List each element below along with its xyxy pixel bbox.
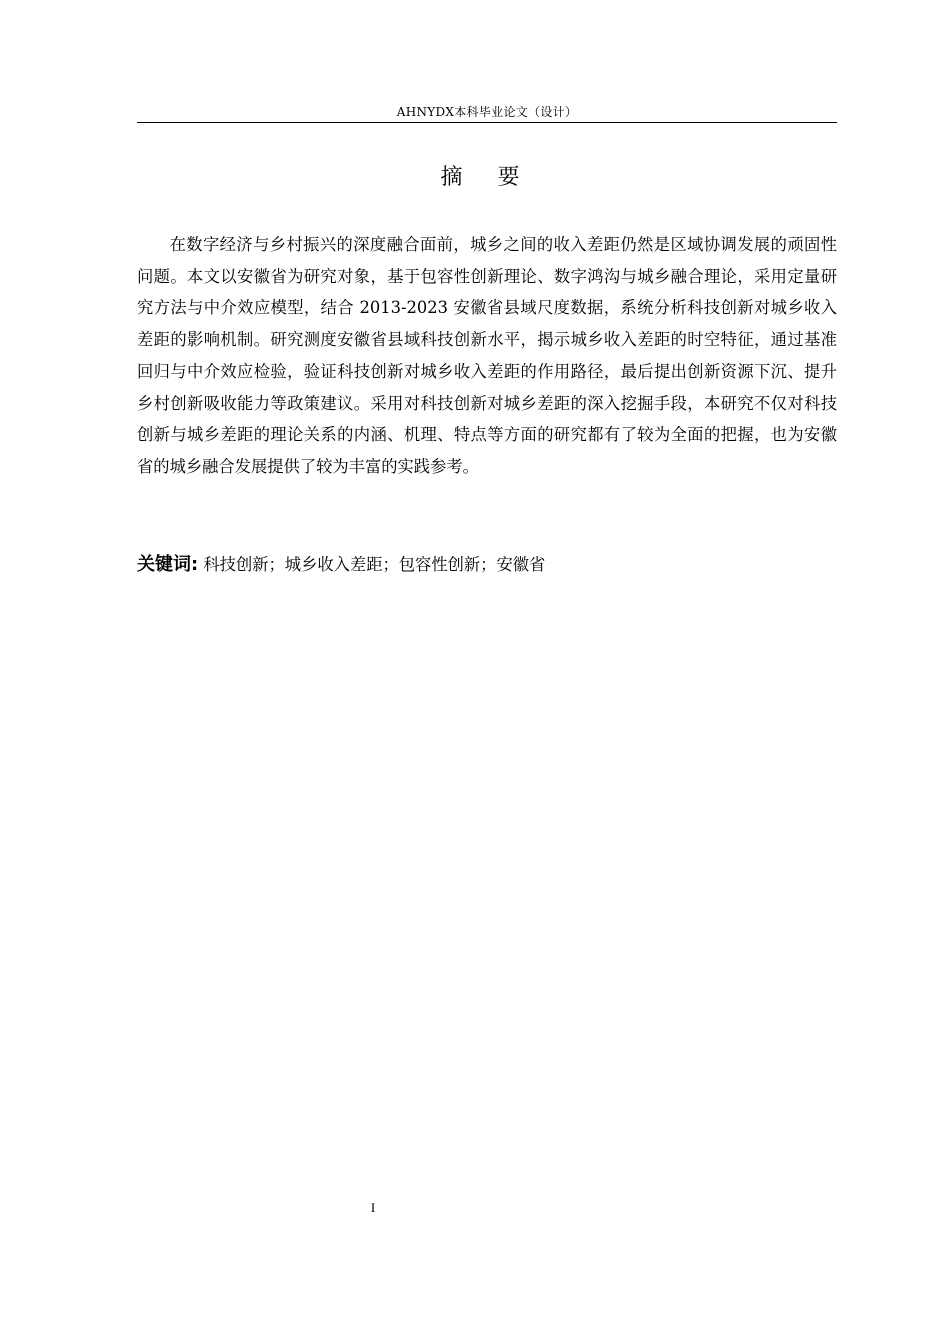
keywords-line: [137, 549, 837, 581]
header-rule: [137, 122, 837, 123]
keywords-values: 科技创新；城乡收入差距；包容性创新；安徽省: [203, 555, 546, 574]
abstract-body: 在数字经济与乡村振兴的深度融合面前，城乡之间的收入差距仍然是区域协调发展的顽固性问题。本文以安徽省为研究对象，基于包容性创新理论、数字鸿沟与城乡融合理论，采用定量研究方法与中介效应模型，结合 2013-2023 安徽省县域尺度数据，系统分析科技创新对城乡收入差距的影响机制。研究测度安徽省县域科技创新水平，揭示城乡收入差距的时空特征，通过基准回归与中介效应检验，验证科技创新对城乡收入差距的作用路径，最后提出创新资源下沉、提升乡村创新吸收能力等政策建议。采用对科技创新对城乡差距的深入挖掘手段，本研究不仅对科技创新与城乡差距的理论关系的内涵、机理、特点等方面的研究都有了较为全面的把握，也为安徽省的城乡融合发展提供了较为丰富的实践参考。: [137, 235, 837, 476]
running-header: AHNYDX本科毕业论文（设计）: [396, 105, 578, 119]
abstract-title: 摘 要: [440, 165, 534, 190]
keywords-label: 关键词:: [137, 554, 199, 575]
page-number: I: [370, 1200, 376, 1215]
